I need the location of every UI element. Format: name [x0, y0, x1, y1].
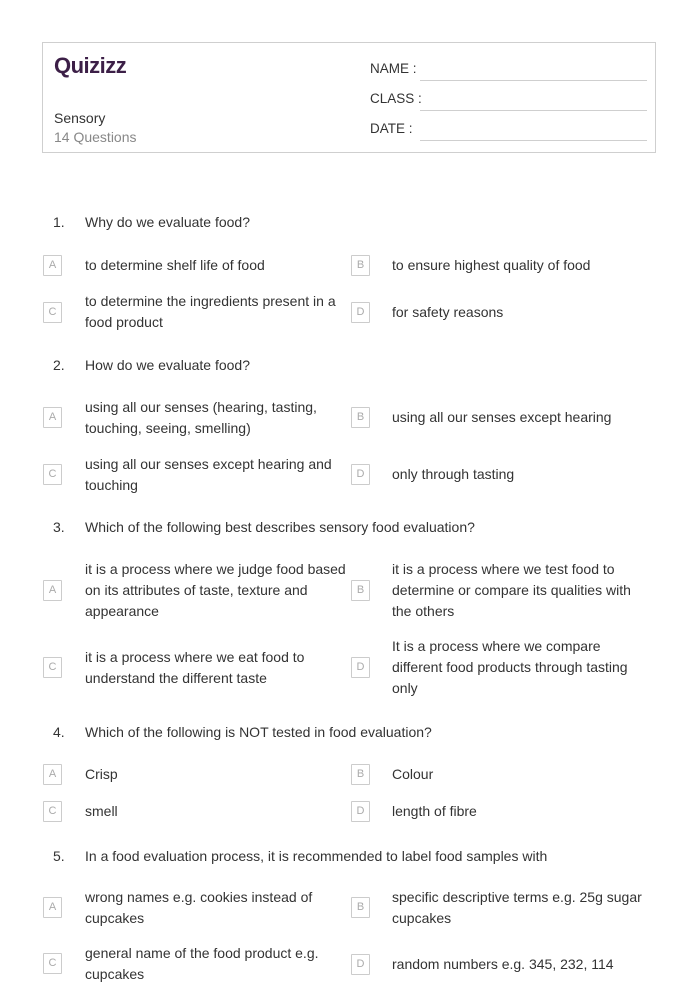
name-label: NAME :: [370, 61, 417, 76]
question-number: 5.: [53, 848, 65, 864]
option-letter: B: [351, 897, 370, 918]
date-label: DATE :: [370, 121, 413, 136]
option-text: using all our senses (hearing, tasting, touching, seeing, smelling): [85, 399, 317, 436]
class-field: [370, 91, 647, 111]
option-text: for safety reasons: [392, 304, 504, 320]
name-line: [420, 80, 647, 81]
option-text: to ensure highest quality of food: [392, 257, 591, 273]
question-number: 1.: [53, 214, 65, 230]
option-text: using all our senses except hearing: [392, 409, 612, 425]
option-letter: A: [43, 407, 62, 428]
option-letter: B: [351, 580, 370, 601]
question-text: In a food evaluation process, it is recommended to label food samples with: [85, 848, 548, 864]
option-text: to determine the ingredients present in a food product: [85, 293, 336, 330]
question-text: Which of the following is NOT tested in food evaluation?: [85, 724, 432, 740]
question-text: Which of the following best describes sensory food evaluation?: [85, 519, 475, 535]
question-number: 4.: [53, 724, 65, 740]
option-letter: D: [351, 302, 370, 323]
date-field: [370, 121, 647, 141]
option-letter: D: [351, 464, 370, 485]
option-text: it is a process where we test food to determine or compare its qualities with the others: [392, 561, 631, 619]
option-letter: C: [43, 464, 62, 485]
class-line: [420, 110, 647, 111]
option-text: to determine shelf life of food: [85, 257, 265, 273]
worksheet-header: [42, 42, 656, 153]
option-letter: A: [43, 255, 62, 276]
question-count: 14 Questions: [54, 129, 137, 145]
quiz-title: Sensory: [54, 110, 106, 126]
option-text: smell: [85, 803, 118, 819]
quizizz-logo: Quizizz: [54, 53, 127, 78]
option-letter: A: [43, 764, 62, 785]
option-text: wrong names e.g. cookies instead of cupcakes: [85, 889, 313, 926]
question-number: 2.: [53, 357, 65, 373]
option-text: using all our senses except hearing and touching: [85, 456, 332, 493]
option-letter: B: [351, 407, 370, 428]
class-label: CLASS :: [370, 91, 422, 106]
option-letter: D: [351, 801, 370, 822]
option-text: only through tasting: [392, 466, 515, 482]
question-text: How do we evaluate food?: [85, 357, 250, 373]
option-text: specific descriptive terms e.g. 25g sugar cupcakes: [392, 889, 642, 926]
question-number: 3.: [53, 519, 65, 535]
option-letter: A: [43, 580, 62, 601]
option-letter: C: [43, 302, 62, 323]
date-line: [420, 140, 647, 141]
option-text: it is a process where we eat food to understand the different taste: [85, 649, 305, 686]
option-letter: B: [351, 255, 370, 276]
option-text: general name of the food product e.g. cupcakes: [85, 945, 319, 982]
option-letter: D: [351, 657, 370, 678]
option-text: random numbers e.g. 345, 232, 114: [392, 956, 614, 972]
option-text: It is a process where we compare different food products through tasting only: [392, 638, 628, 696]
option-text: Colour: [392, 766, 434, 782]
option-letter: A: [43, 897, 62, 918]
option-text: Crisp: [85, 766, 118, 782]
option-letter: D: [351, 954, 370, 975]
name-field: [370, 61, 647, 81]
option-letter: C: [43, 801, 62, 822]
option-letter: C: [43, 953, 62, 974]
option-text: it is a process where we judge food based on its attributes of taste, texture and appearance: [85, 561, 346, 619]
option-text: length of fibre: [392, 803, 477, 819]
question-text: Why do we evaluate food?: [85, 214, 250, 230]
option-letter: C: [43, 657, 62, 678]
option-letter: B: [351, 764, 370, 785]
